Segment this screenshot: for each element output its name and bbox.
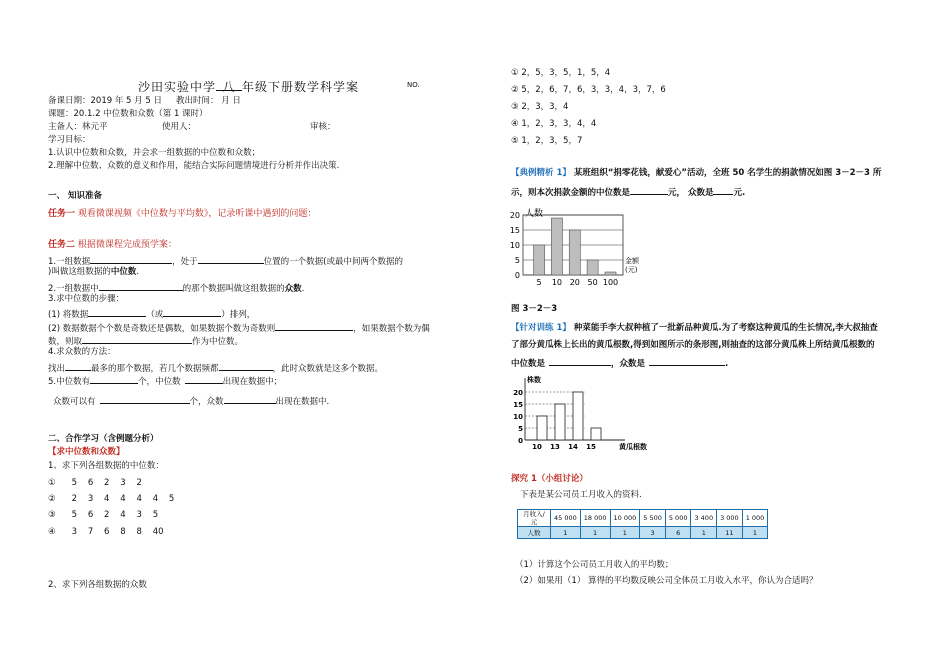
text: 出现在数据中；: [222, 377, 283, 387]
task-2: [48, 240, 177, 251]
y-axis-label: 人数: [525, 209, 544, 219]
blank[interactable]: [649, 356, 725, 366]
x-tick-label: 50: [587, 278, 598, 287]
prep-line-1b: [48, 267, 139, 278]
training-1-text: 种菜能手李大叔种植了一批新品种黄瓜.为了考察这种黄瓜的生长情况,李大叔抽查: [573, 323, 878, 333]
text: .: [725, 359, 729, 369]
table-cell: 1: [551, 527, 581, 539]
table-cell: 45 000: [551, 510, 581, 527]
bar: [573, 392, 583, 440]
blank[interactable]: [90, 254, 172, 264]
q1-item: [48, 478, 142, 489]
row-header: 月收入/元: [518, 510, 551, 527]
example-1-line-2: [511, 185, 745, 199]
y-tick-label: 0: [514, 271, 520, 280]
prep-line-3-3: [48, 334, 243, 348]
task-1-text: 观看微课视频《中位数与平均数》，记录听课中遇到的问题：: [77, 209, 317, 219]
training-1-line-3: [511, 356, 728, 370]
text: )叫做这组数据的: [48, 267, 111, 277]
text: 众数可以有: [53, 397, 96, 407]
q1-item: [48, 510, 158, 521]
training-1-line-2: 了部分黄瓜株上长出的黄瓜根数,得到如图所示的条形图,则抽查的这部分黄瓜株上所结黄瓜根数的: [511, 340, 875, 350]
blank[interactable]: [549, 356, 611, 366]
table-row: [518, 510, 768, 527]
grade: 八: [216, 78, 242, 91]
term-mode: 众数: [284, 284, 302, 294]
text: 5.中位数有: [48, 377, 91, 387]
author: 主备人：林元平: [48, 122, 108, 132]
blank[interactable]: [630, 185, 668, 195]
item-num: ①: [48, 478, 56, 488]
prep-line-3: 3.求中位数的步骤：: [48, 294, 125, 304]
x-tick-label: 100: [602, 278, 619, 287]
y-tick-label: 0: [518, 437, 523, 445]
item-values: 5 6 2 4 3 5: [71, 510, 159, 520]
bar: [555, 404, 565, 440]
bar: [569, 230, 580, 275]
page-title: [138, 78, 359, 95]
goal-2: 2.理解中位数、众数的意义和作用，能结合实际问题情境进行分析并作出决策.: [48, 161, 340, 171]
section-1-heading: 一、 知识准备: [48, 191, 102, 201]
prep-line-5: [48, 374, 282, 388]
text: ，此时众数就是这多个数据。: [272, 364, 384, 374]
blank[interactable]: [88, 307, 146, 317]
table-cell: 3 000: [717, 510, 743, 527]
text: 个，众数: [189, 397, 224, 407]
blank[interactable]: [99, 281, 183, 291]
text: 中位数是: [511, 359, 546, 369]
text: ）排列，: [221, 310, 256, 320]
x-tick-label: 15: [586, 443, 596, 451]
y-tick-label: 5: [518, 425, 523, 433]
q1-item: [48, 527, 164, 538]
table-cell: 1 000: [742, 510, 768, 527]
text: 最多的那个数据，若几个数据频都: [91, 364, 219, 374]
item-values: 5 6 2 3 2: [71, 478, 142, 488]
task-2-label: 任务二: [48, 240, 76, 250]
x-tick-label: 20: [569, 278, 580, 287]
title-suffix: 年级下册数学科学案: [242, 80, 360, 94]
table-cell: 5 500: [640, 510, 666, 527]
text: 2.一组数据中: [48, 284, 99, 294]
no-label: NO.: [407, 81, 420, 89]
text: （或: [146, 310, 164, 320]
text: 1.一组数据: [48, 257, 91, 267]
text: ，众数是: [611, 359, 646, 369]
table-cell: 11: [717, 527, 743, 539]
y-tick-label: 10: [509, 241, 520, 250]
item-values: 3 7 6 8 8 40: [71, 527, 164, 537]
section-2-heading: 二、合作学习（含例题分析）: [48, 434, 159, 444]
blank[interactable]: [275, 321, 353, 331]
y-tick-label: 20: [509, 211, 520, 220]
y-tick-label: 15: [513, 401, 523, 409]
table-row: [518, 527, 768, 539]
y-tick-label: 20: [513, 389, 523, 397]
y-tick-label: 5: [514, 256, 520, 265]
text: 作为中位数。: [192, 337, 244, 347]
y-tick-label: 10: [513, 413, 523, 421]
blank[interactable]: [163, 307, 221, 317]
training-1-label: 【针对训练 1】: [511, 323, 571, 333]
lesson-topic: 课题：20.1.2 中位数和众数（第 1 课时）: [48, 109, 208, 119]
bar: [591, 428, 601, 440]
blank[interactable]: [198, 254, 264, 264]
mode-set-2: ② 5，2，6，7，6，3，3，4，3，7，6: [511, 85, 666, 95]
table-cell: 18 000: [580, 510, 610, 527]
cucumber-bar-chart: [505, 370, 655, 454]
example-1-label: 【典例精析 1】: [511, 168, 571, 178]
text: 数，则取: [48, 337, 83, 347]
prep-line-1: [48, 254, 403, 268]
bar: [551, 218, 562, 275]
text: (2) 数据数据个个数是奇数还是偶数，如果数据个数为奇数则: [48, 324, 276, 334]
blank[interactable]: [90, 374, 138, 384]
table-cell: 6: [665, 527, 691, 539]
example-1-text: 某班组织“捐零花钱，献爱心”活动，全班 50 名学生的捐款情况如图 3－2－3 所: [573, 168, 882, 178]
user: 使用人：: [162, 122, 197, 132]
x-tick-label: 5: [536, 278, 542, 287]
text: ，处于: [172, 257, 198, 267]
text: ，如果数据个数为偶: [353, 324, 430, 334]
text: 个，中位数: [138, 377, 181, 387]
q1-item: [48, 494, 174, 505]
table-cell: 3 400: [691, 510, 717, 527]
text: 出现在数据中.: [275, 397, 330, 407]
text: 元.: [733, 188, 746, 198]
table-cell: 1: [610, 527, 640, 539]
teach-time: 教出时间： 月 日: [176, 96, 241, 106]
income-table: [517, 509, 768, 539]
bar: [537, 416, 547, 440]
prep-line-4: 4.求众数的方法：: [48, 347, 116, 357]
x-tick-label: 10: [551, 278, 563, 287]
row-header: 人数: [518, 527, 551, 539]
text: 的那个数据叫做这组数据的: [182, 284, 285, 294]
prepare-date: 备课日期：2019 年 5 月 5 日: [48, 96, 162, 106]
prep-line-6: [53, 394, 329, 408]
x-tick-label: 14: [568, 443, 578, 451]
training-1: [511, 323, 878, 334]
mode-set-3: ③ 2，3，3，4: [511, 102, 569, 112]
item-num: ③: [48, 510, 56, 520]
table-cell: 3: [640, 527, 666, 539]
ask-1: （1）计算这个公司员工月收入的平均数；: [515, 560, 674, 570]
x-tick-label: 10: [532, 443, 542, 451]
blank[interactable]: [82, 334, 192, 344]
blank[interactable]: [219, 361, 273, 371]
blank[interactable]: [713, 185, 733, 195]
y-axis-label: 株数: [527, 376, 541, 384]
question-2: 2、求下列各组数据的众数: [48, 580, 147, 590]
mode-set-5: ⑤ 1，2，3，5，7: [511, 136, 583, 146]
x-axis-label: 黄瓜根数: [619, 443, 647, 451]
task-2-text: 根据微课程完成预学案：: [77, 240, 177, 250]
ask-2: （2）如果用（1） 算得的平均数反映公司全体员工月收入水平，你认为合适吗？: [515, 576, 818, 586]
table-cell: 1: [580, 527, 610, 539]
text: 位置的一个数据(或最中间两个数据的: [263, 257, 403, 267]
table-cell: 1: [691, 527, 717, 539]
text: 找出: [48, 364, 66, 374]
title-prefix: 沙田实验中学: [138, 80, 217, 94]
text: 元， 众数是: [668, 188, 714, 198]
x-tick-label: 13: [550, 443, 560, 451]
goal-1: 1.认识中位数和众数，并会求一组数据的中位数和众数；: [48, 148, 261, 158]
table-cell: 1: [742, 527, 768, 539]
section-2-sub: 【求中位数和众数】: [48, 447, 125, 457]
question-1: 1、求下列各组数据的中位数：: [48, 461, 164, 471]
explore-1-text: 下表是某公司员工月收入的资料.: [520, 490, 642, 500]
blank[interactable]: [185, 374, 223, 384]
item-num: ②: [48, 494, 56, 504]
table-cell: 10 000: [610, 510, 640, 527]
bar: [605, 272, 616, 275]
text: 示，则本次捐款金额的中位数是: [511, 188, 631, 198]
donation-bar-chart: [505, 198, 645, 290]
mode-set-4: ④ 1，2，3，3，4，4: [511, 119, 597, 129]
y-tick-label: 15: [509, 226, 520, 235]
bar: [587, 260, 598, 275]
x-axis-label: 金额(元): [625, 257, 639, 274]
blank[interactable]: [65, 361, 91, 371]
blank[interactable]: [224, 394, 276, 404]
reviewer: 审核：: [310, 122, 336, 132]
example-1: [511, 168, 881, 179]
item-num: ④: [48, 527, 56, 537]
prep-line-3-2: [48, 321, 430, 335]
prep-line-2: [48, 281, 304, 295]
bar: [534, 245, 545, 275]
prep-line-3-1: [48, 307, 255, 321]
task-1-label: 任务一: [48, 209, 76, 219]
task-1: [48, 209, 316, 220]
item-values: 2 3 4 4 4 4 5: [71, 494, 175, 504]
term-median: 中位数: [110, 267, 137, 277]
figure-caption: 图 3－2－3: [511, 304, 558, 314]
text: .: [136, 267, 140, 277]
table-cell: 5 000: [665, 510, 691, 527]
text: .: [301, 284, 305, 294]
mode-set-1: ① 2，5，3，5，1，5，4: [511, 68, 611, 78]
blank[interactable]: [100, 394, 190, 404]
text: (1) 将数据: [48, 310, 89, 320]
explore-1-heading: 探究 1（小组讨论）: [511, 474, 588, 484]
prep-line-4-1: [48, 361, 383, 375]
goals-heading: 学习目标：: [48, 135, 91, 145]
